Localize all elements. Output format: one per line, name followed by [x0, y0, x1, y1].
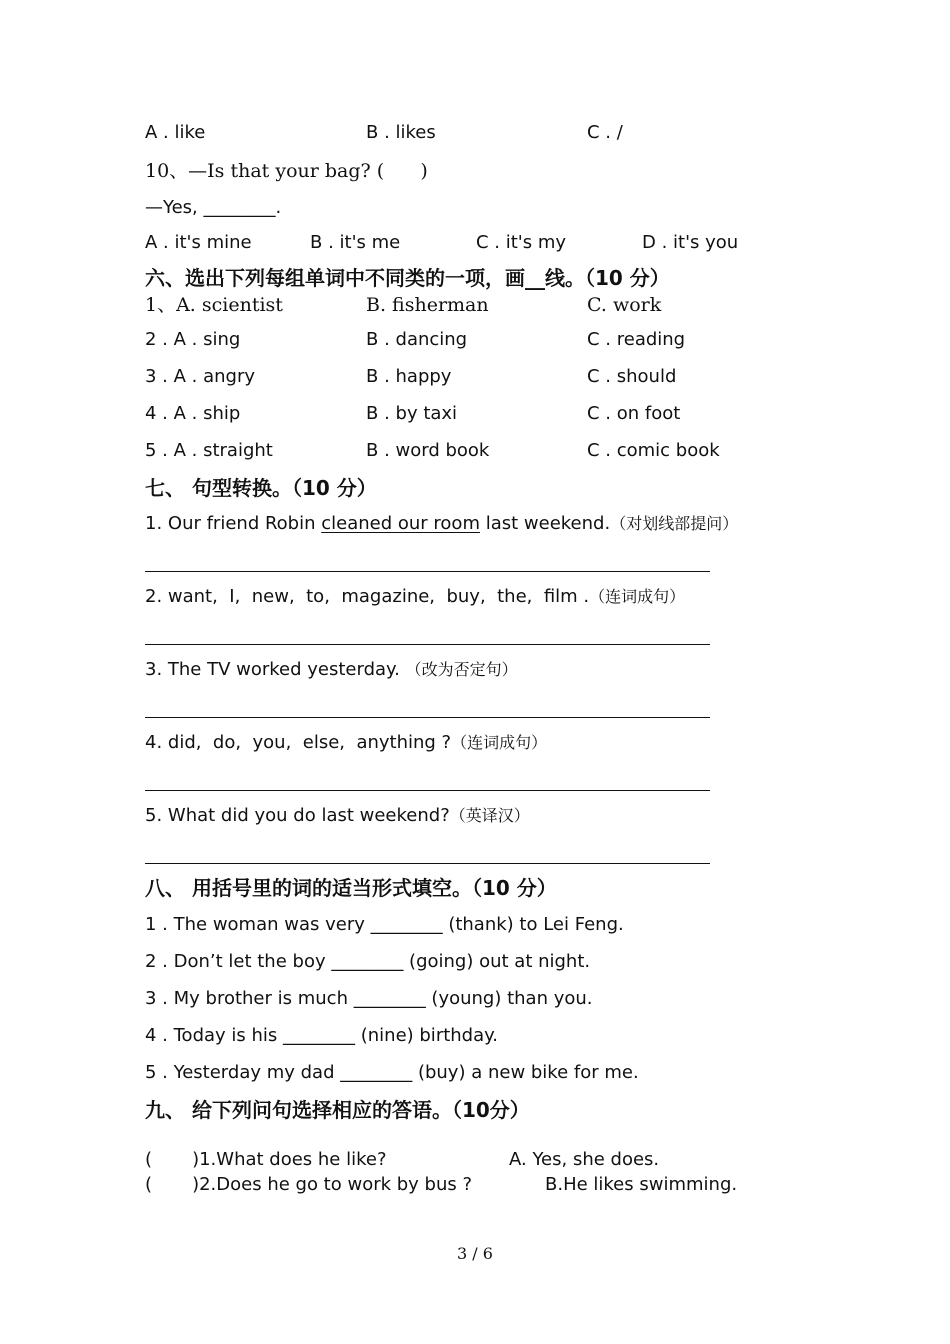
s7-q2-text: 2. want, I, new, to, magazine, buy, the, film . [145, 586, 590, 607]
s6-row2-a: 2 . A . sing [145, 329, 241, 350]
s7-q2-note: （连词成句） [589, 587, 686, 606]
q10-answer-prompt: —Yes, ________. [145, 197, 282, 218]
s7-q1 [145, 515, 738, 533]
s6-row4-b: B . by taxi [366, 403, 458, 424]
s7-q3 [145, 661, 518, 679]
s8-item-1: 1 . The woman was very ________ (thank) to Lei Feng. [145, 914, 624, 935]
q10-option-d: D . it's you [642, 232, 739, 253]
s7-q1-note: （对划线部提问） [610, 514, 739, 533]
s7-q3-text: 3. The TV worked yesterday. [145, 659, 406, 680]
q10-option-a: A . it's mine [145, 232, 252, 253]
q10-option-c: C . it's my [476, 232, 567, 253]
q9-option-b: B . likes [366, 122, 436, 143]
q9-option-c: C . / [587, 122, 623, 143]
s9-row2-answer: B.He likes swimming. [545, 1174, 738, 1195]
s7-answer-line-2[interactable] [145, 644, 710, 645]
s7-answer-line-1[interactable] [145, 571, 710, 572]
s6-row1-a: 1、A. scientist [145, 294, 283, 316]
section9-title: 九、 给下列问句选择相应的答语。（10分） [145, 1098, 530, 1122]
s9-row2-question: ( )2.Does he go to work by bus ? [145, 1174, 473, 1195]
s6-row5-a: 5 . A . straight [145, 440, 273, 461]
s7-q5-note: （英译汉） [449, 806, 530, 825]
s7-answer-line-4[interactable] [145, 790, 710, 791]
q10-question: 10、—Is that your bag? ( ) [145, 160, 428, 182]
s6-row3-a: 3 . A . angry [145, 366, 256, 387]
s6-row5-c: C . comic book [587, 440, 720, 461]
s7-answer-line-5[interactable] [145, 863, 710, 864]
s6-row1-b: B. fisherman [366, 294, 489, 316]
s6-row2-b: B . dancing [366, 329, 468, 350]
s6-row1-c: C. work [587, 294, 662, 316]
s7-q3-note: （改为否定句） [405, 660, 518, 679]
s7-answer-line-3[interactable] [145, 717, 710, 718]
s7-q1-post: last weekend. [479, 513, 611, 534]
s7-q4-text: 4. did, do, you, else, anything ? [145, 732, 452, 753]
s6-row3-c: C . should [587, 366, 677, 387]
s6-row4-c: C . on foot [587, 403, 681, 424]
s7-q5-text: 5. What did you do last weekend? [145, 805, 450, 826]
s6-row5-b: B . word book [366, 440, 490, 461]
s7-q4 [145, 734, 547, 752]
s7-q4-note: （连词成句） [451, 733, 548, 752]
section7-title: 七、 句型转换。（10 分） [145, 476, 377, 500]
s9-row1-answer: A. Yes, she does. [509, 1149, 660, 1170]
page-number: 3 / 6 [457, 1244, 493, 1263]
s6-row3-b: B . happy [366, 366, 452, 387]
s8-item-4: 4 . Today is his ________ (nine) birthday. [145, 1025, 498, 1046]
s7-q1-pre: 1. Our friend Robin [145, 513, 322, 534]
s8-item-2: 2 . Don’t let the boy ________ (going) out at night. [145, 951, 591, 972]
s8-item-5: 5 . Yesterday my dad ________ (buy) a new bike for me. [145, 1062, 639, 1083]
section8-title: 八、 用括号里的词的适当形式填空。（10 分） [145, 876, 557, 900]
s7-q5 [145, 807, 530, 825]
s8-item-3: 3 . My brother is much ________ (young) than you. [145, 988, 593, 1009]
q10-option-b: B . it's me [310, 232, 401, 253]
section6-title: 六、选出下列每组单词中不同类的一项，画__线。（10 分） [145, 266, 670, 290]
s6-row2-c: C . reading [587, 329, 686, 350]
s9-row1-question: ( )1.What does he like? [145, 1149, 387, 1170]
s7-q2 [145, 588, 685, 606]
s7-q1-underlined: cleaned our room [321, 513, 480, 534]
q9-option-a: A . like [145, 122, 206, 143]
s6-row4-a: 4 . A . ship [145, 403, 241, 424]
